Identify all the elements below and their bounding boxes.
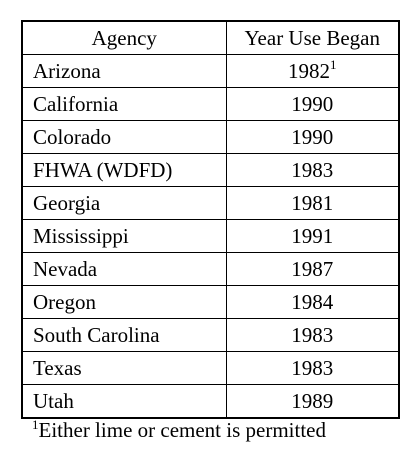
agency-cell: Nevada [22,253,226,286]
footnote-marker: 1 [32,417,39,432]
agency-cell: Colorado [22,121,226,154]
table-row [22,253,399,286]
table-header-row [22,21,399,55]
year-cell: 1991 [226,220,399,253]
table-row [22,220,399,253]
footnote-text: Either lime or cement is permitted [38,418,326,442]
table-row [22,319,399,352]
agency-year-table [21,20,400,419]
agency-cell: Utah [22,385,226,419]
year-cell: 1983 [226,319,399,352]
table-row [22,88,399,121]
year-cell: 1981 [226,187,399,220]
footnote-marker: 1 [330,57,337,72]
header-year-use-began: Year Use Began [226,21,399,55]
agency-cell: FHWA (WDFD) [22,154,226,187]
year-cell [226,55,399,88]
table-row [22,385,399,419]
year-cell: 1983 [226,352,399,385]
year-cell: 1983 [226,154,399,187]
agency-cell: Mississippi [22,220,226,253]
agency-cell: California [22,88,226,121]
agency-cell: Georgia [22,187,226,220]
table-row [22,286,399,319]
header-agency: Agency [22,21,226,55]
agency-cell: Oregon [22,286,226,319]
year-cell: 1990 [226,88,399,121]
agency-cell: South Carolina [22,319,226,352]
agency-cell: Arizona [22,55,226,88]
table-row [22,187,399,220]
table-row [22,352,399,385]
year-value: 1982 [288,59,330,83]
agency-cell: Texas [22,352,226,385]
year-cell: 1990 [226,121,399,154]
table-row [22,154,399,187]
footnote [32,417,326,443]
year-cell: 1989 [226,385,399,419]
year-cell: 1984 [226,286,399,319]
table-row [22,55,399,88]
year-cell: 1987 [226,253,399,286]
table-row [22,121,399,154]
